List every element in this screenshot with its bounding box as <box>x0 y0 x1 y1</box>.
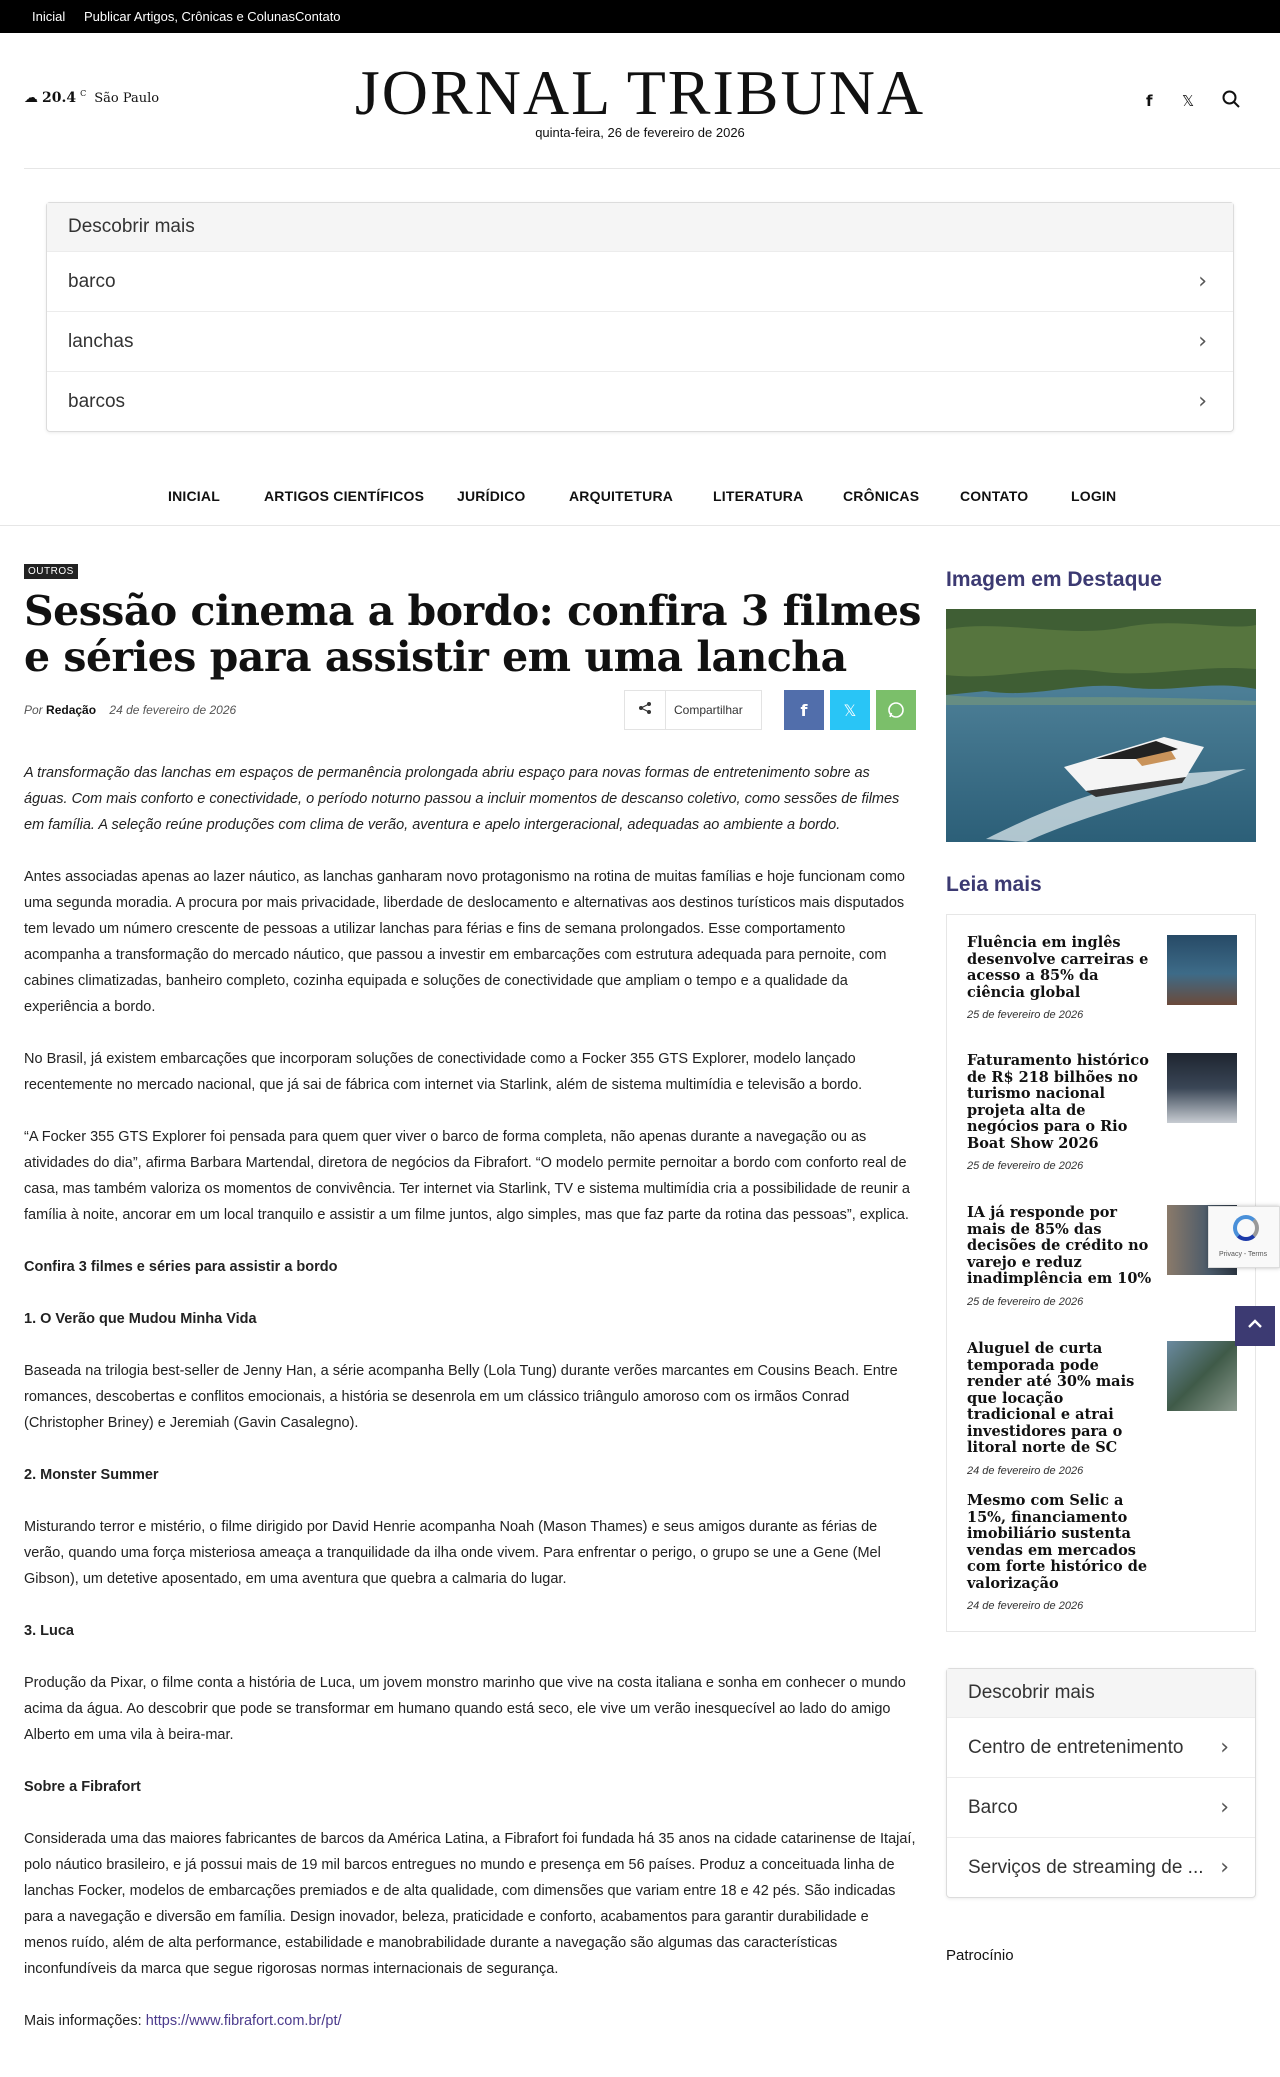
topbar-link-contato[interactable]: Contato <box>295 9 341 24</box>
top-bar <box>0 0 1280 33</box>
fibrafort-link[interactable]: https://www.fibrafort.com.br/pt/ <box>145 2013 342 2029</box>
read-more-item-title[interactable]: IA já responde por mais de 85% das decisões de crédito no varejo e reduz inadimplência em 10% <box>967 1204 1152 1287</box>
recaptcha-icon <box>1233 1215 1259 1241</box>
scroll-to-top-button[interactable] <box>1235 1306 1275 1346</box>
article-title: Sessão cinema a bordo: confira 3 filmes e séries para assistir em uma lancha <box>24 587 921 681</box>
chevron-right-icon: › <box>1220 1735 1229 1760</box>
discover-item-lanchas[interactable]: lanchas › <box>47 311 1233 371</box>
read-more-item[interactable] <box>967 1493 1247 1612</box>
discover-item-barcos[interactable]: barcos › <box>47 371 1233 431</box>
paragraph: Produção da Pixar, o filme conta a história de Luca, um jovem monstro marinho que vive na costa italiana e sonha em conhecer o mundo acima da água. Ao descobrir que pode se transformar em humano quando está seco, ele vive um verão inesquecível ao lado do amigo Alberto em uma vila à beira-mar. <box>24 1675 906 1743</box>
section-heading: 3. Luca <box>24 1623 74 1639</box>
share-facebook-icon[interactable]: f <box>784 690 824 730</box>
nav-artigos[interactable]: ARTIGOS CIENTÍFICOS <box>264 488 425 504</box>
nav-divider <box>0 525 1280 526</box>
discover-item-streaming[interactable]: Serviços de streaming de ... › <box>947 1837 1255 1897</box>
section-heading: Sobre a Fibrafort <box>24 1779 141 1795</box>
section-heading: Confira 3 filmes e séries para assistir a bordo <box>24 1259 338 1275</box>
discover-title: Descobrir mais <box>947 1669 1255 1717</box>
nav-juridico[interactable]: JURÍDICO <box>457 488 526 504</box>
read-more-item[interactable] <box>967 1053 1247 1172</box>
featured-image[interactable] <box>946 609 1256 842</box>
read-more-item[interactable] <box>967 935 1247 1021</box>
read-more-item-date: 25 de fevereiro de 2026 <box>967 1295 1084 1308</box>
chevron-right-icon: › <box>1198 329 1207 354</box>
more-info: Mais informações: https://www.fibrafort.com.br/pt/ <box>24 2013 342 2029</box>
recaptcha-badge[interactable] <box>1208 1206 1280 1268</box>
chevron-right-icon: › <box>1220 1855 1229 1880</box>
weather-cloud-icon: ☁ <box>24 90 38 106</box>
discover-item-barco-side[interactable]: Barco › <box>947 1777 1255 1837</box>
discover-title: Descobrir mais <box>47 203 1233 251</box>
paragraph: “A Focker 355 GTS Explorer foi pensada para quem quer viver o barco de forma completa, não apenas durante a navegação ou as atividades do dia”, afirma Barbara Martendal, diretora de negócios da Fibrafort. “O modelo permite pernoitar a bordo com conforto real de casa, mas também valoriza os momentos de convivência. Ter internet via Starlink, TV e sistema multimídia cria a possibilidade de reunir a família à noite, ancorar em um local tranquilo e assistir a um filme juntos, algo simples, mas que faz parte da rotina das pessoas”, explica. <box>24 1129 910 1223</box>
read-more-item-title[interactable]: Faturamento histórico de R$ 218 bilhões no turismo nacional projeta alta de negócios para o Rio Boat Show 2026 <box>967 1052 1149 1152</box>
read-more-item-date: 25 de fevereiro de 2026 <box>967 1160 1084 1172</box>
author-link[interactable]: Redação <box>46 703 97 717</box>
share-x-icon[interactable]: 𝕏 <box>830 690 870 730</box>
paragraph: Misturando terror e mistério, o filme dirigido por David Henrie acompanha Noah (Mason Thames) e seus amigos durante as férias de verão, quando uma força misteriosa ameaça a tranquilidade da ilha onde vivem. Para enfrentar o perigo, o grupo se une a Gene (Mel Gibson), um detetive aposentado, em uma aventura que quebra a calmaria do lugar. <box>24 1519 881 1587</box>
x-icon[interactable]: 𝕏 <box>1182 92 1195 110</box>
share-icon <box>625 701 665 720</box>
section-heading: 2. Monster Summer <box>24 1467 159 1483</box>
paragraph: Antes associadas apenas ao lazer náutico, as lanchas ganharam novo protagonismo na rotina de muitas famílias e hoje funcionam como uma segunda moradia. A procura por mais privacidade, liberdade de deslocamento e alternativas aos destinos turísticos mais disputados tem levado um número crescente de pessoas a utilizar lanchas para férias e fins de semana prolongados. Esse comportamento acompanha a transformação do mercado náutico, que passou a investir em embarcações com estrutura adequada para pernoite, com cabines climatizadas, banheiro completo, cozinha equipada e soluções de conectividade que ampliam o tempo e a qualidade da experiência a bordo. <box>24 869 905 1015</box>
paragraph: No Brasil, já existem embarcações que incorporam soluções de conectividade como a Focker 355 GTS Explorer, modelo lançado recentemente no mercado nacional, que já sai de fábrica com internet via Starlink, além de sistema multimídia e televisão a bordo. <box>24 1051 863 1093</box>
weather-unit: C <box>80 88 87 98</box>
site-logo[interactable]: JORNAL TRIBUNA <box>354 57 926 128</box>
article-lead: A transformação das lanchas em espaços de permanência prolongada abriu espaço para novas formas de entretenimento sobre as águas. Com mais conforto e conectividade, o período noturno passou a incluir momentos de descanso coletivo, como sessões de filmes em família. A seleção reúne produções com clima de verão, aventura e apelo intergeracional, adequadas ao ambiente a bordo. <box>24 765 900 833</box>
nav-arquitetura[interactable]: ARQUITETURA <box>569 488 674 504</box>
nav-literatura[interactable]: LITERATURA <box>713 488 804 504</box>
nav-cronicas[interactable]: CRÔNICAS <box>843 488 920 504</box>
chevron-right-icon: › <box>1220 1795 1229 1820</box>
read-more-item-title[interactable]: Aluguel de curta temporada pode render até 30% mais que locação tradicional e atrai investidores para o litoral norte de SC <box>967 1340 1135 1456</box>
read-more-item-date: 25 de fevereiro de 2026 <box>967 1009 1084 1021</box>
read-more-box <box>946 914 1256 1632</box>
read-more-item[interactable] <box>967 1205 1247 1308</box>
article-meta <box>24 703 236 717</box>
read-more-item-date: 24 de fevereiro de 2026 <box>967 1464 1084 1477</box>
chevron-up-icon <box>1247 1315 1263 1338</box>
read-more-thumb[interactable] <box>1167 1053 1237 1123</box>
recaptcha-label[interactable]: Privacy - Terms <box>1219 1251 1268 1258</box>
weather-temp: 20.4 <box>42 90 77 106</box>
discover-box-side <box>946 1668 1256 1898</box>
paragraph: Baseada na trilogia best-seller de Jenny Han, a série acompanha Belly (Lola Tung) durante verões marcantes em Cousins Beach. Entre romances, descobertas e conflitos emocionais, a história se desenrola em um clássico triângulo amoroso com os irmãos Conrad (Christopher Briney) e Jeremiah (Gavin Casalegno). <box>24 1363 898 1431</box>
main-nav <box>0 488 1280 528</box>
header-divider <box>24 168 1280 169</box>
by-label: Por <box>24 703 43 717</box>
read-more-item-title[interactable]: Fluência em inglês desenvolve carreiras e acesso a 85% da ciência global <box>967 934 1149 1001</box>
article-body <box>24 760 916 2060</box>
discover-item-barco[interactable]: barco › <box>47 251 1233 311</box>
featured-image-title: Imagem em Destaque <box>946 568 1162 591</box>
read-more-item-date: 24 de fevereiro de 2026 <box>967 1600 1084 1612</box>
nav-inicial[interactable]: INICIAL <box>168 488 220 504</box>
share-button[interactable] <box>624 690 762 730</box>
article-date: 24 de fevereiro de 2026 <box>109 703 237 717</box>
share-label: Compartilhar <box>665 690 743 730</box>
weather-city: São Paulo <box>94 90 160 106</box>
header-date: quinta-feira, 26 de fevereiro de 2026 <box>535 125 745 140</box>
discover-item-entretenimento[interactable]: Centro de entretenimento › <box>947 1717 1255 1777</box>
chevron-right-icon: › <box>1198 389 1207 414</box>
chevron-right-icon: › <box>1198 269 1207 294</box>
category-badge[interactable]: OUTROS <box>24 564 78 579</box>
discover-box-top <box>46 202 1234 432</box>
read-more-thumb[interactable] <box>1167 935 1237 1005</box>
search-icon[interactable] <box>1222 90 1240 112</box>
topbar-link-publicar[interactable]: Publicar Artigos, Crônicas e Colunas <box>84 9 295 24</box>
read-more-item-title[interactable]: Mesmo com Selic a 15%, financiamento imobiliário sustenta vendas em mercados com forte histórico de valorização <box>967 1492 1148 1592</box>
sponsor-label: Patrocínio <box>946 1947 1014 1964</box>
facebook-icon[interactable]: f <box>1146 92 1153 110</box>
share-whatsapp-icon[interactable] <box>876 690 916 730</box>
read-more-title: Leia mais <box>946 873 1042 896</box>
read-more-thumb[interactable] <box>1167 1341 1237 1411</box>
section-heading: 1. O Verão que Mudou Minha Vida <box>24 1311 257 1327</box>
read-more-item[interactable] <box>967 1341 1247 1477</box>
topbar-link-inicial[interactable]: Inicial <box>32 9 66 24</box>
nav-contato[interactable]: CONTATO <box>960 488 1029 504</box>
nav-login[interactable]: LOGIN <box>1071 488 1117 504</box>
paragraph: Considerada uma das maiores fabricantes de barcos da América Latina, a Fibrafort foi fundada há 35 anos na cidade catarinense de Itajaí, polo náutico brasileiro, e já possui mais de 19 mil barcos entregues no mundo e presença em 56 países. Produz a conceituada linha de lanchas Focker, modelos de embarcações premiados e de alta qualidade, com dimensões que variam entre 18 e 42 pés. São indicadas para a navegação e diversão em família. Design inovador, beleza, praticidade e conforto, acabamentos para garantir durabilidade e menos ruído, além de alta performance, estabilidade e manobrabilidade durante a navegação são algumas das características inconfundíveis da marca que segue rigorosas normas internacionais de segurança. <box>24 1831 916 1977</box>
